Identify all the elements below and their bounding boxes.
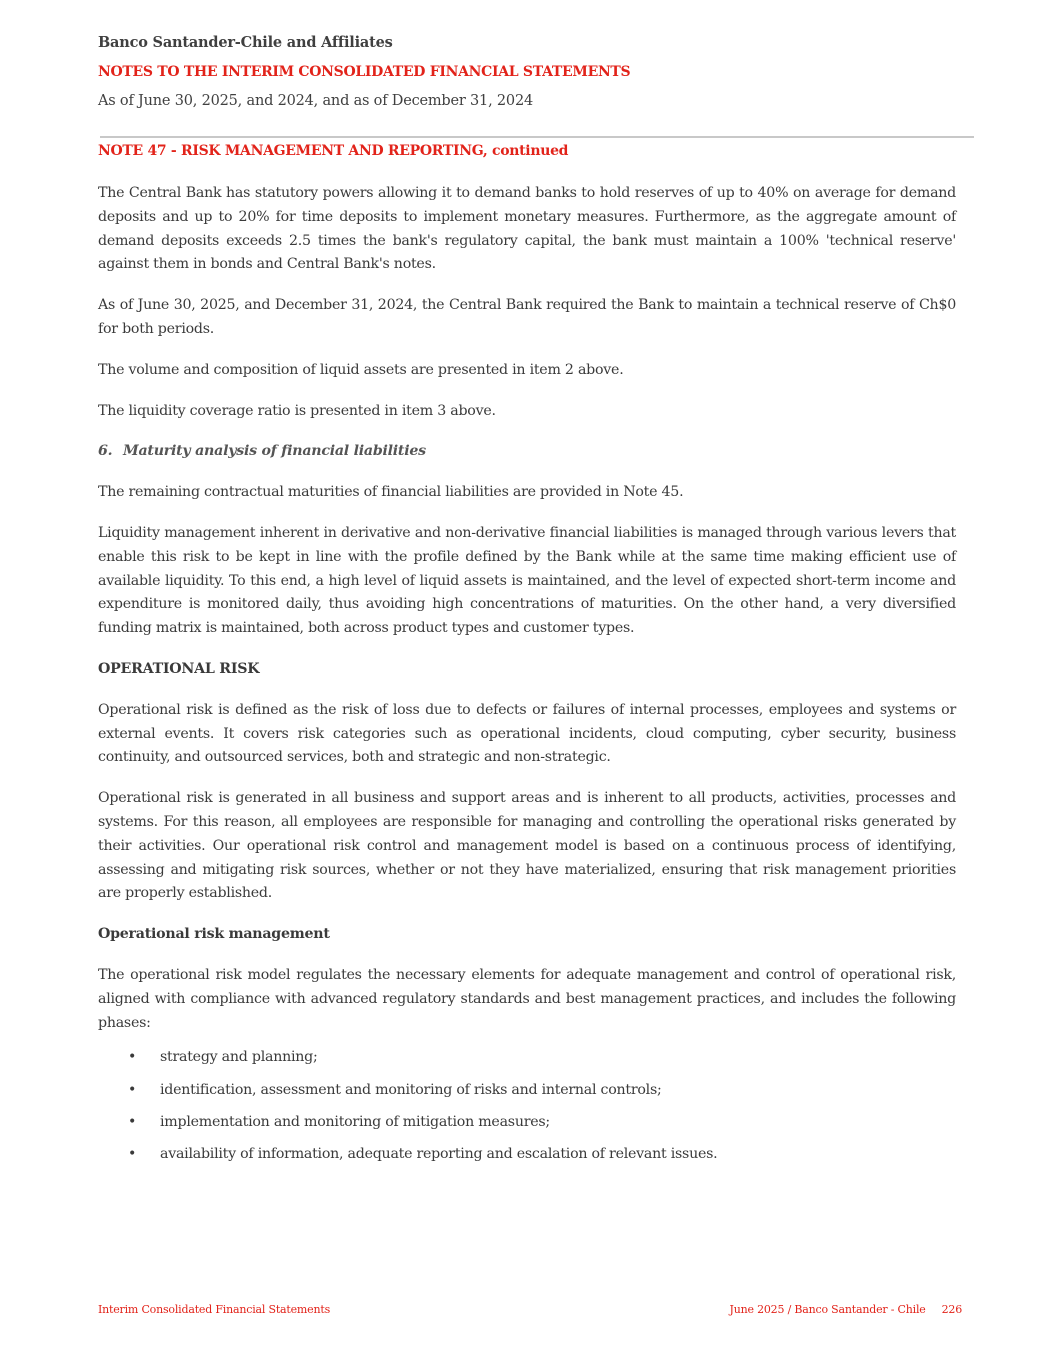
list-item-text: implementation and monitoring of mitigation measures; bbox=[160, 1113, 550, 1130]
list-item-text: strategy and planning; bbox=[160, 1049, 318, 1066]
list-item bbox=[98, 1046, 956, 1070]
paragraph-contractual-maturities: The remaining contractual maturities of financial liabilities are provided in Note 45. bbox=[98, 484, 684, 501]
company-name: Banco Santander-Chile and Affiliates bbox=[98, 34, 393, 51]
list-item bbox=[98, 1079, 956, 1103]
list-item-text: availability of information, adequate reporting and escalation of relevant issues. bbox=[160, 1146, 718, 1163]
operational-risk-heading: OPERATIONAL RISK bbox=[98, 660, 260, 677]
note-heading: NOTE 47 - RISK MANAGEMENT AND REPORTING, continued bbox=[98, 143, 569, 159]
section-title: Maturity analysis of financial liabilities bbox=[123, 443, 426, 460]
page-number: 226 bbox=[941, 1303, 962, 1316]
list-item bbox=[98, 1143, 956, 1167]
paragraph-liquid-assets: The volume and composition of liquid assets are presented in item 2 above. bbox=[98, 361, 624, 378]
phases-list bbox=[98, 1046, 956, 1167]
section-heading-maturity bbox=[98, 440, 956, 464]
operational-risk-management-heading: Operational risk management bbox=[98, 926, 330, 943]
paragraph-liquidity-coverage: The liquidity coverage ratio is presented in item 3 above. bbox=[98, 402, 496, 419]
bullet-icon: • bbox=[128, 1146, 137, 1163]
bullet-icon: • bbox=[128, 1081, 137, 1098]
bullet-icon: • bbox=[128, 1049, 137, 1066]
footer-right bbox=[730, 1303, 963, 1316]
paragraph-op-risk-model: The operational risk model regulates the necessary elements for adequate management and control of operational risk, aligned with compliance with advanced regulatory standards and best management practices, and includes the following phases: bbox=[98, 966, 956, 1031]
document-body bbox=[98, 182, 956, 1176]
paragraph-liquidity-management: Liquidity management inherent in derivative and non-derivative financial liabilities is managed through various levers that enable this risk to be kept in line with the profile defined by the Bank while at the same time making efficient use of available liquidity. To this end, a high level of liquid assets is maintained, and the level of expected short-term income and expenditure is monitored daily, thus avoiding high concentrations of maturities. On the other hand, a very diversified funding matrix is maintained, both across product types and customer types. bbox=[98, 524, 956, 637]
bullet-icon: • bbox=[128, 1113, 137, 1130]
paragraph-op-risk-definition: Operational risk is defined as the risk of loss due to defects or failures of internal processes, employees and systems or external events. It covers risk categories such as operational incidents, cloud computing, cyber security, business continuity, and outsourced services, both and strategic and non-strategic. bbox=[98, 701, 956, 766]
paragraph-op-risk-generation: Operational risk is generated in all business and support areas and is inherent to all products, activities, processes and systems. For this reason, all employees are responsible for managing and controlling the operational risks generated by their activities. Our operational risk control and management model is based on a continuous process of identifying, assessing and mitigating risk sources, whether or not they have materialized, ensuring that risk management priorities are properly established. bbox=[98, 790, 956, 902]
header-divider bbox=[100, 136, 974, 138]
section-number: 6. bbox=[98, 443, 113, 460]
list-item-text: identification, assessment and monitoring of risks and internal controls; bbox=[160, 1081, 662, 1098]
paragraph-central-bank-reserves: The Central Bank has statutory powers allowing it to demand banks to hold reserves of up to 40% on average for demand deposits and up to 20% for time deposits to implement monetary measures. Furthermore, as the aggregate amount of demand deposits exceeds 2.5 times the bank's regulatory capital, the bank must maintain a 100% 'technical reserve' against them in bonds and Central Bank's notes. bbox=[98, 185, 956, 273]
list-item bbox=[98, 1111, 956, 1135]
footer-right-text: June 2025 / Banco Santander - Chile bbox=[729, 1303, 926, 1316]
as-of-date: As of June 30, 2025, and 2024, and as of December 31, 2024 bbox=[98, 93, 533, 109]
paragraph-technical-reserve: As of June 30, 2025, and December 31, 2024, the Central Bank required the Bank to maintain a technical reserve of Ch$0 for both periods. bbox=[98, 297, 956, 337]
notes-title: NOTES TO THE INTERIM CONSOLIDATED FINANCIAL STATEMENTS bbox=[98, 64, 631, 80]
footer-left: Interim Consolidated Financial Statements bbox=[98, 1303, 331, 1316]
